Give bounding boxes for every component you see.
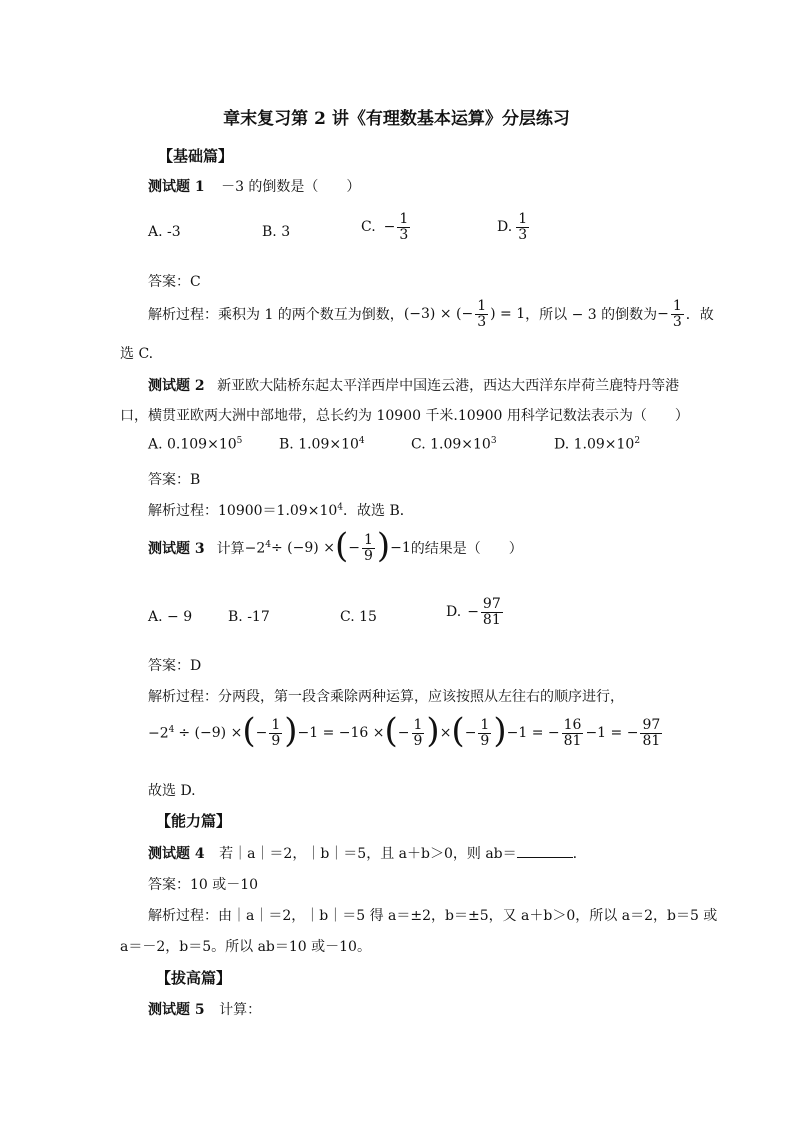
q3-option-a: A. − 9 [148, 609, 193, 625]
frac-denominator: 81 [482, 611, 501, 628]
q3-option-b: B. -17 [228, 609, 270, 625]
question-5-stem [148, 999, 261, 1019]
calc-term-5: −1 = − [506, 725, 560, 741]
q2-analysis-text-b: ．故选 B． [343, 503, 414, 519]
right-paren: ) [284, 711, 298, 751]
q1-option-c [361, 212, 412, 242]
q2-option-b-text: B. 1.09×10 [279, 436, 359, 453]
page-title: 章末复习第 2 讲《有理数基本运算》分层练习 [223, 109, 570, 129]
q2-analysis-exp: 4 [337, 502, 343, 513]
q1-analysis-fraction [475, 299, 488, 329]
q2-analysis [148, 500, 414, 520]
q3-expr-exp: 4 [265, 539, 271, 550]
q3-analysis: 解析过程：分两段，第一段含乘除两种运算，应该按照从左往右的顺序进行， [148, 689, 624, 705]
frac-denominator: 3 [477, 313, 487, 330]
frac-denominator: 81 [563, 732, 582, 749]
question-4-end: . [572, 846, 578, 862]
frac-denominator: 9 [413, 732, 423, 749]
q2-answer: 答案：B [148, 472, 201, 488]
question-4-text: 若｜a｜＝2，｜b｜＝5，且 a＋b＞0，则 ab＝ [219, 846, 517, 862]
q1-analysis-fraction-2 [671, 299, 684, 329]
calc-exp: 4 [168, 724, 175, 735]
question-3-text-b: 的结果是（ ） [410, 541, 523, 557]
frac-denominator: 3 [672, 313, 682, 330]
question-5-text: 计算： [219, 1002, 262, 1018]
calc-neg: − [255, 725, 268, 741]
frac-denominator: 9 [363, 547, 373, 564]
calc-base: −2 [148, 725, 169, 742]
q3-option-d [446, 597, 505, 627]
question-3-stem [148, 526, 523, 566]
calc-term-3: −1 = −16 × [297, 725, 385, 741]
section-advanced: 【拔高篇】 [156, 969, 232, 987]
q1-analysis-text-b: ，所以 − 3 的倒数为 [525, 307, 658, 324]
frac-numerator: 1 [480, 716, 490, 733]
frac-numerator: 97 [482, 596, 501, 612]
q2-option-a-text: A. 0.109×10 [148, 436, 237, 453]
q1-analysis-text-a: 解析过程：乘积为 1 的两个数互为倒数， [148, 307, 404, 324]
q1-option-b: B. 3 [262, 224, 291, 240]
frac-denominator: 81 [642, 732, 661, 749]
calc-fraction-2 [412, 718, 425, 748]
calc-fraction-1 [269, 718, 282, 748]
left-paren: ( [384, 711, 398, 751]
question-4-label: 测试题 4 [148, 846, 205, 862]
frac-numerator: 1 [271, 716, 281, 733]
calc-term-6: −1 = − [585, 725, 639, 741]
q1-analysis-expr-b: ) = 1 [490, 306, 526, 323]
q1-analysis-expr-a: (−3) × (− [403, 306, 474, 323]
q3-expr-c: − [348, 540, 360, 556]
frac-numerator: 1 [413, 716, 423, 733]
q2-option-b [279, 436, 365, 453]
q1-option-a: A. -3 [148, 224, 181, 240]
left-paren: ( [242, 711, 256, 751]
left-paren: ( [451, 711, 465, 751]
q1-option-c-sign: − [383, 219, 396, 236]
question-1-stem [148, 176, 360, 196]
q1-option-c-fraction [397, 212, 410, 242]
q3-expr-base: −2 [244, 540, 266, 557]
frac-denominator: 3 [399, 226, 409, 243]
q1-analysis-text-c: ．故 [685, 307, 714, 324]
q2-option-a-exp: 5 [236, 436, 243, 446]
q1-analysis [148, 299, 714, 329]
q4-answer: 答案：10 或－10 [148, 877, 259, 893]
answer-blank [517, 845, 573, 858]
question-2-label: 测试题 2 [148, 378, 205, 394]
question-2-stem-line1 [148, 375, 679, 395]
q3-option-d-fraction [481, 597, 503, 627]
frac-denominator: 3 [518, 226, 528, 243]
q2-option-d-exp: 2 [634, 436, 641, 446]
q2-option-b-exp: 4 [358, 436, 365, 446]
left-paren: ( [334, 526, 349, 566]
q1-option-c-prefix: C. [361, 219, 376, 236]
frac-denominator: 9 [271, 732, 281, 749]
q3-expr-b: ÷ (−9) × [271, 540, 335, 556]
section-basic: 【基础篇】 [158, 147, 234, 165]
q4-analysis-line2: a＝－2，b＝5。所以 ab＝10 或－10。 [120, 939, 371, 955]
question-1-text: －3 的倒数是（ ） [221, 179, 361, 195]
calc-neg: − [464, 725, 477, 741]
question-2-text: 新亚欧大陆桥东起太平洋西岸中国连云港，西达大西洋东岸荷兰鹿特丹等港 [217, 378, 680, 394]
q2-option-c-text: C. 1.09×10 [411, 436, 491, 453]
q4-analysis-line1: 解析过程：由｜a｜＝2，｜b｜＝5 得 a＝±2，b＝±5，又 a＋b＞0，所以 a＝2，b＝5 或 [148, 908, 718, 924]
question-3-text-a: 计算 [216, 541, 245, 557]
q3-option-d-sign: − [467, 604, 479, 621]
calc-neg: − [397, 725, 410, 741]
q2-option-c-exp: 3 [490, 436, 497, 446]
frac-numerator: 1 [518, 211, 528, 227]
q3-fraction [362, 533, 375, 563]
q1-answer: 答案：C [148, 274, 201, 290]
question-2-stem-line2: 口，横贯亚欧两大洲中部地带，总长约为 10900 千米.10900 用科学记数法表示为（ ） [120, 408, 689, 424]
q3-expr-d: −1 [390, 540, 411, 556]
q3-calculation [148, 711, 664, 751]
right-paren: ) [426, 711, 440, 751]
frac-denominator: 9 [480, 732, 490, 749]
frac-numerator: 1 [477, 298, 487, 314]
q2-option-a [148, 436, 242, 453]
question-4-stem [148, 843, 577, 863]
section-ability: 【能力篇】 [156, 812, 232, 830]
frac-numerator: 1 [399, 211, 409, 227]
calc-term-4: × [439, 725, 452, 741]
q1-option-d-fraction [516, 212, 529, 242]
calc-fraction-4 [562, 718, 584, 748]
calc-term-1 [148, 725, 174, 742]
question-1-label: 测试题 1 [148, 179, 205, 195]
frac-numerator: 1 [363, 531, 373, 548]
right-paren: ) [493, 711, 507, 751]
frac-numerator: 16 [563, 716, 582, 733]
question-3-label: 测试题 3 [148, 541, 205, 557]
frac-numerator: 97 [642, 716, 661, 733]
calc-term-2: ÷ (−9) × [178, 725, 243, 741]
q1-option-d-prefix: D. [497, 219, 513, 236]
q3-option-c: C. 15 [340, 609, 377, 625]
q1-option-d [497, 212, 531, 242]
q1-analysis-line2: 选 C. [120, 346, 154, 362]
q1-analysis-sign: − [657, 306, 669, 323]
q2-option-c [411, 436, 497, 453]
q2-option-d [554, 436, 640, 453]
q2-analysis-text-a: 解析过程：10900＝1.09×10 [148, 503, 338, 519]
q3-expr-a [245, 540, 271, 557]
q3-option-d-prefix: D. [446, 604, 462, 621]
q3-conclusion: 故选 D. [148, 783, 196, 799]
question-5-label: 测试题 5 [148, 1002, 205, 1018]
right-paren: ) [376, 526, 391, 566]
calc-fraction-3 [478, 718, 491, 748]
q2-option-d-text: D. 1.09×10 [554, 436, 635, 453]
frac-numerator: 1 [672, 298, 682, 314]
calc-fraction-5 [640, 718, 662, 748]
q3-answer: 答案：D [148, 658, 202, 674]
